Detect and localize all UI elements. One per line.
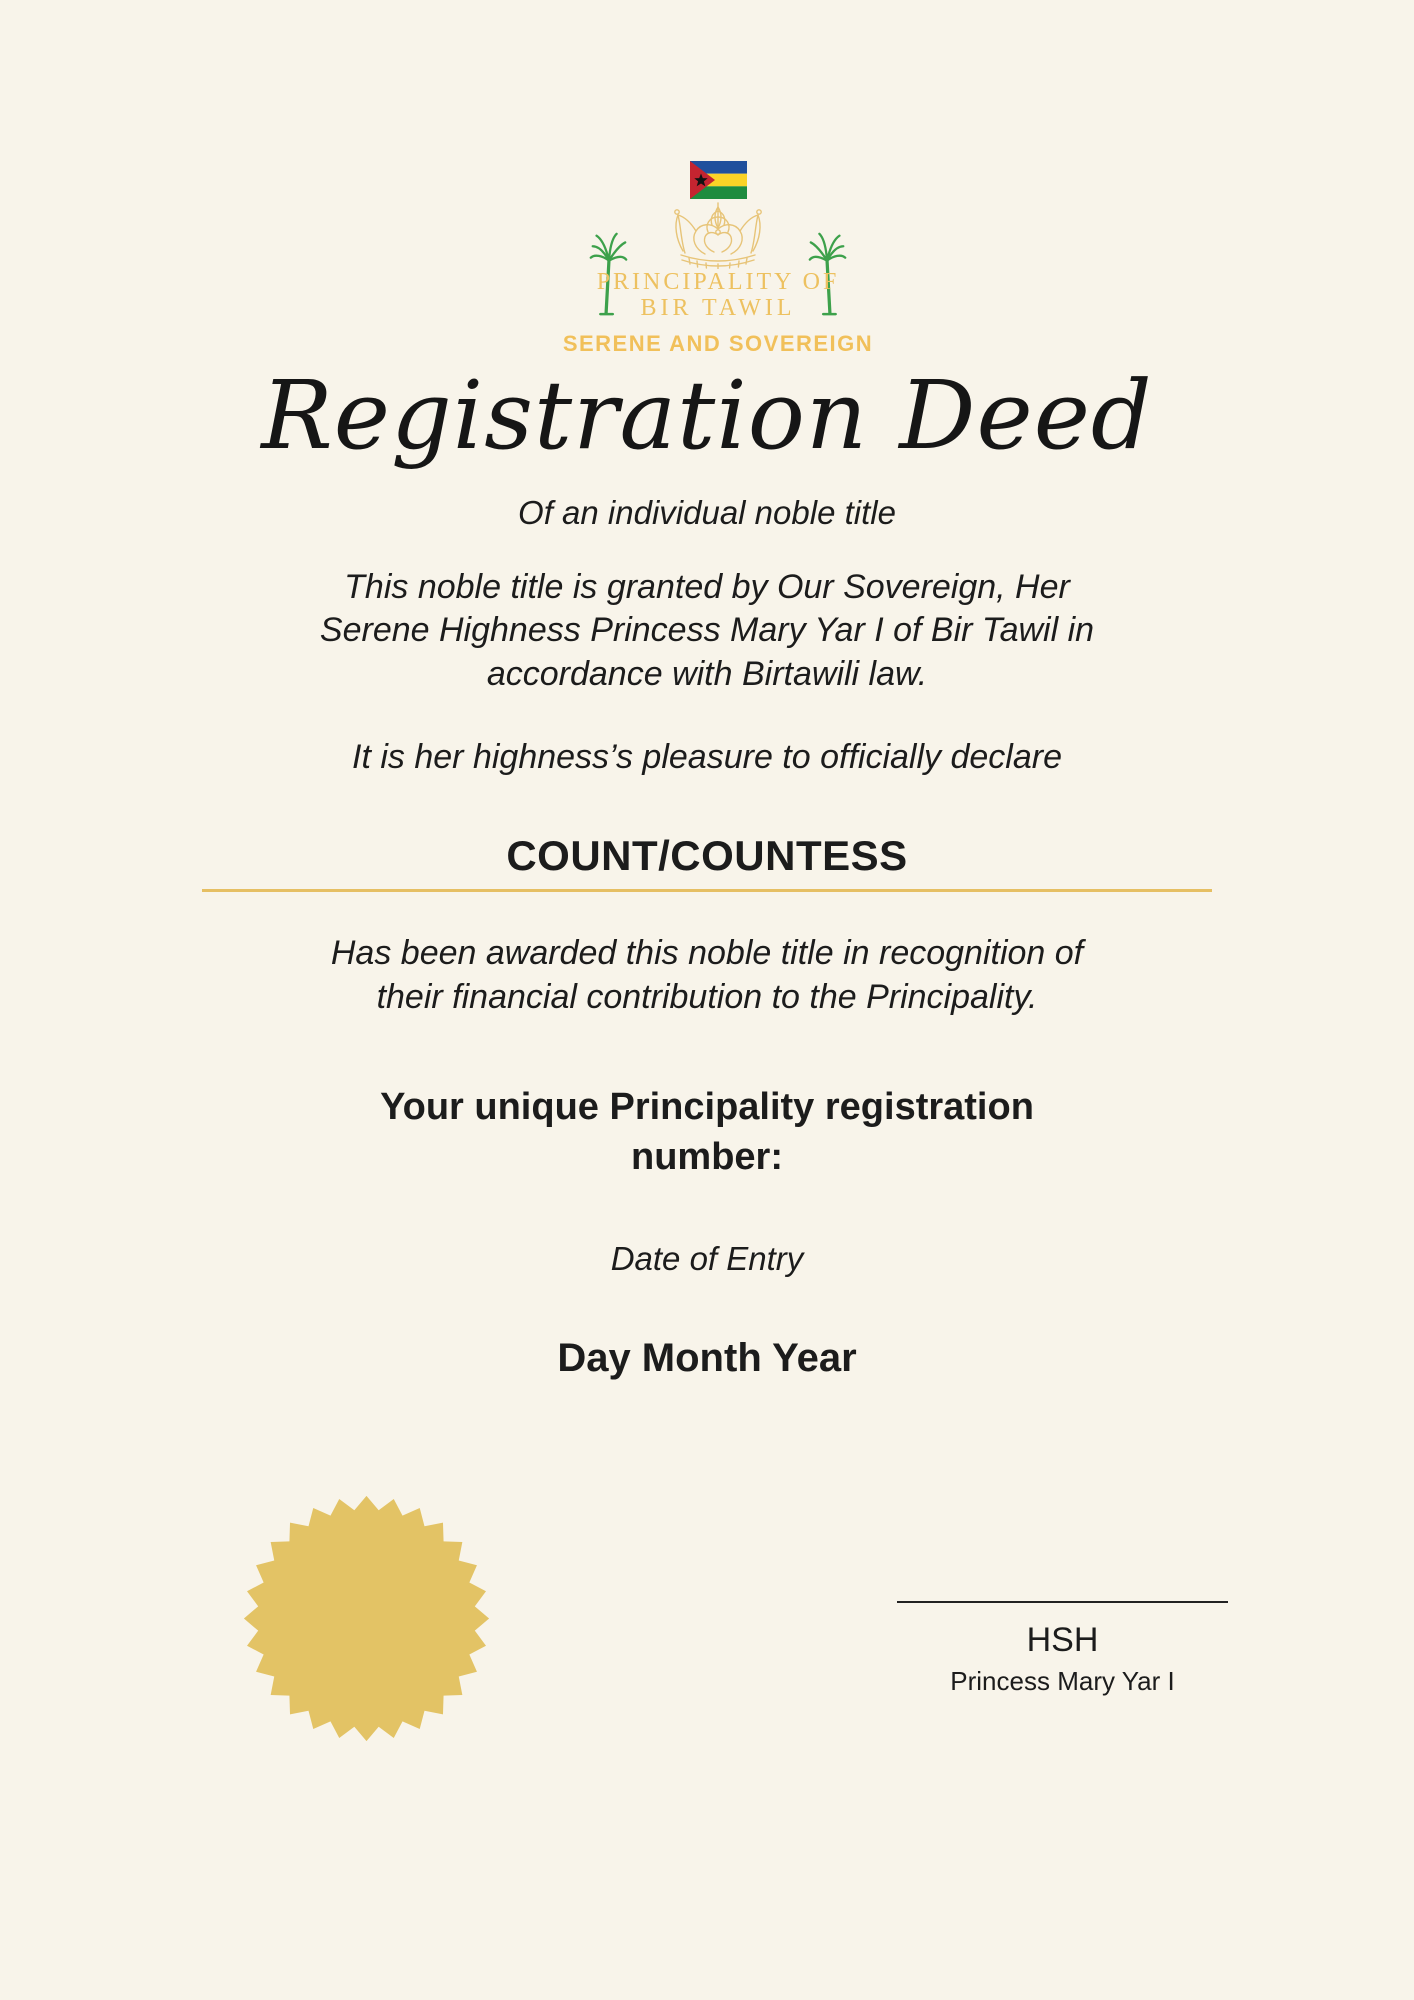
grant-paragraph: [0, 566, 1414, 697]
gold-seal-icon: [240, 1492, 493, 1745]
date-value: Day Month Year: [557, 1335, 857, 1380]
logo-bir-tawil: BIR TAWIL: [640, 295, 796, 321]
principality-emblem: [538, 201, 898, 323]
deed-title: Registration Deed: [261, 361, 1153, 471]
recognition-paragraph: [0, 932, 1414, 1019]
signature-initials: HSH: [1026, 1621, 1099, 1659]
logo-principality-of: PRINCIPALITY OF: [596, 269, 840, 295]
seal-starburst: [244, 1496, 489, 1741]
recognition-line-2: their financial contribution to the Principality.: [376, 978, 1038, 1016]
gold-divider: [202, 889, 1212, 892]
signature-block: [897, 1601, 1228, 1697]
signature-line: [897, 1601, 1228, 1603]
crown-icon: [665, 201, 771, 269]
registration-label-line-2: number:: [631, 1135, 783, 1178]
date-of-entry-label: Date of Entry: [610, 1239, 804, 1277]
tagline: SERENE AND SOVEREIGN: [562, 331, 874, 356]
noble-title-heading: COUNT/COUNTESS: [506, 832, 908, 880]
grant-line-1: This noble title is granted by Our Sovereign, Her: [344, 567, 1070, 606]
recognition-line-1: Has been awarded this noble title in recognition of: [330, 934, 1084, 973]
signature-name: Princess Mary Yar I: [950, 1666, 1175, 1696]
grant-line-2: Serene Highness Princess Mary Yar I of Bir Tawil in: [319, 611, 1095, 650]
registration-number-label: [0, 1082, 1414, 1182]
declare-line: It is her highness’s pleasure to officially declare: [352, 738, 1062, 777]
deed-subtitle: Of an individual noble title: [518, 493, 896, 531]
grant-line-3: accordance with Birtawili law.: [486, 654, 928, 693]
registration-label-line-1: Your unique Principality registration: [380, 1085, 1034, 1128]
bir-tawil-flag-icon: [690, 161, 747, 199]
